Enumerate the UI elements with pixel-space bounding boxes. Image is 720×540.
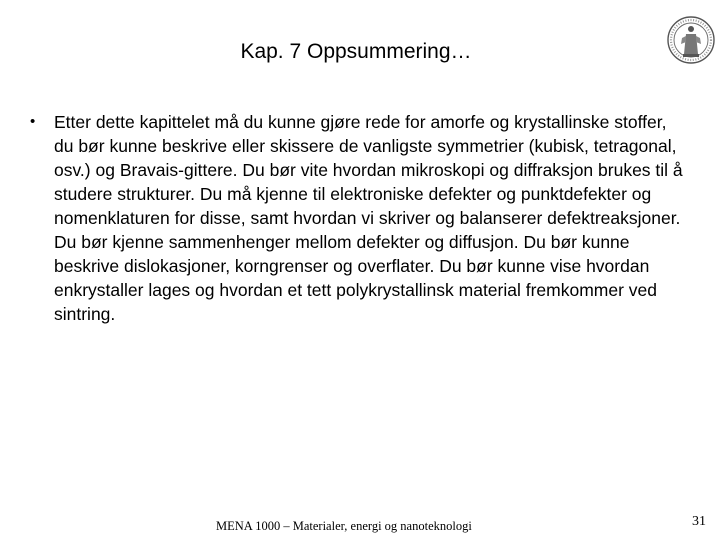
page-number: 31 [692, 514, 706, 529]
bullet-item [30, 110, 694, 326]
bullet-text: Etter dette kapittelet må du kunne gjøre rede for amorfe og krystallinske stoffer, du bør kunne beskrive eller skissere de vanligste symmetrier (kubisk, tetragonal, osv.) og Bravais-gittere. Du bør vite hvordan mikroskopi og diffraksjon brukes til å studere strukturer. Du må kjenne til elektroniske defekter og punktdefekter og nomenklaturen for disse, samt hvordan vi skriver og balanserer defektreaksjoner. Du bør kjenne sammenhenger mellom defekter og diffusjon. Du bør kunne beskrive dislokasjoner, korngrenser og overflater. Du bør kunne vise hvordan enkrystaller lages og hvordan et tett polykrystallinsk material fremkommer ved sintring. [54, 112, 683, 324]
bullet-marker: • [30, 113, 36, 130]
university-seal-icon [666, 12, 716, 68]
slide-title: Kap. 7 Oppsummering… [240, 40, 472, 63]
footer-course-title: MENA 1000 – Materialer, energi og nanoteknologi [216, 519, 472, 533]
